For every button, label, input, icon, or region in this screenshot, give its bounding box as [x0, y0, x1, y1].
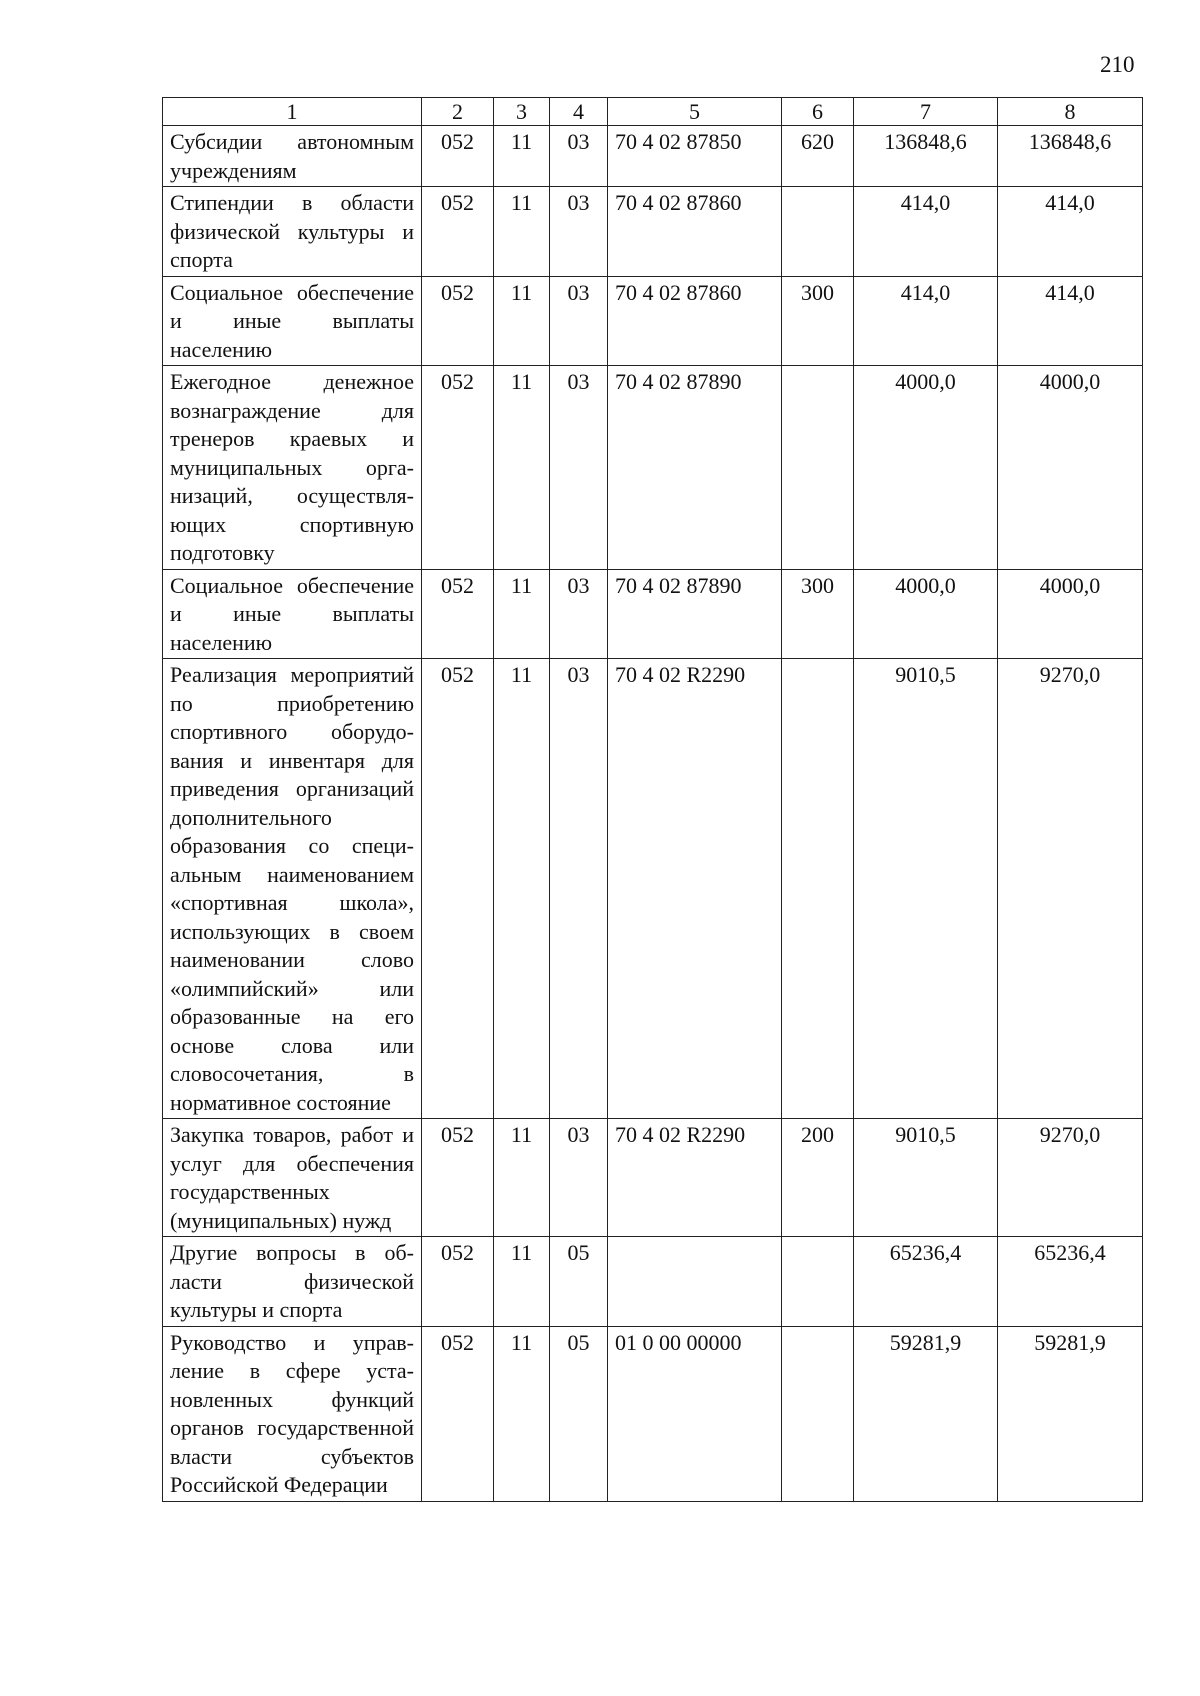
amount-year2-cell: 65236,4: [998, 1237, 1143, 1327]
target-article-cell: 70 4 02 87850: [608, 126, 782, 187]
table-row: [163, 659, 1143, 1119]
amount-year2-cell: 9270,0: [998, 659, 1143, 1119]
row-name-cell: Субсидии автономным учреждениям: [163, 126, 422, 187]
amount-year2-cell: 4000,0: [998, 366, 1143, 570]
target-article-cell: 70 4 02 R2290: [608, 659, 782, 1119]
expense-type-cell: 200: [782, 1119, 854, 1237]
subsection-cell: 03: [550, 366, 608, 570]
amount-year2-cell: 59281,9: [998, 1326, 1143, 1501]
column-header: 3: [494, 98, 550, 126]
admin-code-cell: 052: [422, 1237, 494, 1327]
admin-code-cell: 052: [422, 659, 494, 1119]
amount-year2-cell: 4000,0: [998, 569, 1143, 659]
amount-year1-cell: 59281,9: [854, 1326, 998, 1501]
amount-year1-cell: 9010,5: [854, 659, 998, 1119]
table-body: [163, 126, 1143, 1502]
admin-code-cell: 052: [422, 276, 494, 366]
subsection-cell: 05: [550, 1326, 608, 1501]
section-cell: 11: [494, 187, 550, 277]
expense-type-cell: [782, 1326, 854, 1501]
admin-code-cell: 052: [422, 187, 494, 277]
expense-type-cell: 620: [782, 126, 854, 187]
section-cell: 11: [494, 126, 550, 187]
subsection-cell: 03: [550, 276, 608, 366]
target-article-cell: 70 4 02 87860: [608, 187, 782, 277]
row-name-cell: Социальное обеспечение и иные выплаты населению: [163, 276, 422, 366]
row-name-cell: Другие вопросы в области физической культуры и спорта: [163, 1237, 422, 1327]
subsection-cell: 03: [550, 659, 608, 1119]
row-name-cell: Стипендии в области физической культуры и спорта: [163, 187, 422, 277]
row-name-cell: Руководство и управление в сфере установленных функций органов государственной власти субъектов Российской Федерации: [163, 1326, 422, 1501]
target-article-cell: 70 4 02 87890: [608, 569, 782, 659]
column-header: 7: [854, 98, 998, 126]
amount-year1-cell: 4000,0: [854, 366, 998, 570]
table-row: [163, 366, 1143, 570]
target-article-cell: 70 4 02 87860: [608, 276, 782, 366]
table-header-row: [163, 98, 1143, 126]
expense-type-cell: [782, 187, 854, 277]
budget-table: [162, 97, 1143, 1502]
expense-type-cell: [782, 366, 854, 570]
subsection-cell: 03: [550, 126, 608, 187]
expense-type-cell: [782, 659, 854, 1119]
target-article-cell: [608, 1237, 782, 1327]
page-number: 210: [1100, 52, 1135, 77]
table-row: [163, 187, 1143, 277]
section-cell: 11: [494, 1119, 550, 1237]
table-row: [163, 569, 1143, 659]
table-row: [163, 1237, 1143, 1327]
expense-type-cell: 300: [782, 276, 854, 366]
table-row: [163, 126, 1143, 187]
section-cell: 11: [494, 1326, 550, 1501]
section-cell: 11: [494, 366, 550, 570]
amount-year2-cell: 9270,0: [998, 1119, 1143, 1237]
column-header: 8: [998, 98, 1143, 126]
amount-year1-cell: 65236,4: [854, 1237, 998, 1327]
table-row: [163, 1326, 1143, 1501]
admin-code-cell: 052: [422, 569, 494, 659]
amount-year1-cell: 414,0: [854, 276, 998, 366]
subsection-cell: 03: [550, 1119, 608, 1237]
column-header: 2: [422, 98, 494, 126]
row-name-cell: Реализация мероприятий по приобретению спортивного оборудования и инвентаря для приведения организаций дополнительного образования со специальным наименованием «спортивная школа», использующих в своем наименовании слово «олимпийский» или образованные на его основе слова или словосочетания, в нормативное состояние: [163, 659, 422, 1119]
section-cell: 11: [494, 276, 550, 366]
table-row: [163, 1119, 1143, 1237]
amount-year1-cell: 4000,0: [854, 569, 998, 659]
section-cell: 11: [494, 1237, 550, 1327]
amount-year1-cell: 136848,6: [854, 126, 998, 187]
row-name-cell: Социальное обеспечение и иные выплаты населению: [163, 569, 422, 659]
section-cell: 11: [494, 569, 550, 659]
amount-year2-cell: 136848,6: [998, 126, 1143, 187]
amount-year2-cell: 414,0: [998, 276, 1143, 366]
subsection-cell: 03: [550, 569, 608, 659]
target-article-cell: 70 4 02 87890: [608, 366, 782, 570]
column-header: 4: [550, 98, 608, 126]
subsection-cell: 03: [550, 187, 608, 277]
row-name-cell: Ежегодное денежное вознаграждение для тренеров краевых и муниципальных организаций, осуществляющих спортивную подготовку: [163, 366, 422, 570]
target-article-cell: 70 4 02 R2290: [608, 1119, 782, 1237]
table-row: [163, 276, 1143, 366]
amount-year1-cell: 9010,5: [854, 1119, 998, 1237]
amount-year2-cell: 414,0: [998, 187, 1143, 277]
row-name-cell: Закупка товаров, работ и услуг для обеспечения государственных (муниципальных) нужд: [163, 1119, 422, 1237]
expense-type-cell: [782, 1237, 854, 1327]
column-header: 1: [163, 98, 422, 126]
section-cell: 11: [494, 659, 550, 1119]
subsection-cell: 05: [550, 1237, 608, 1327]
column-header: 5: [608, 98, 782, 126]
column-header: 6: [782, 98, 854, 126]
admin-code-cell: 052: [422, 1326, 494, 1501]
admin-code-cell: 052: [422, 1119, 494, 1237]
amount-year1-cell: 414,0: [854, 187, 998, 277]
admin-code-cell: 052: [422, 126, 494, 187]
expense-type-cell: 300: [782, 569, 854, 659]
target-article-cell: 01 0 00 00000: [608, 1326, 782, 1501]
admin-code-cell: 052: [422, 366, 494, 570]
